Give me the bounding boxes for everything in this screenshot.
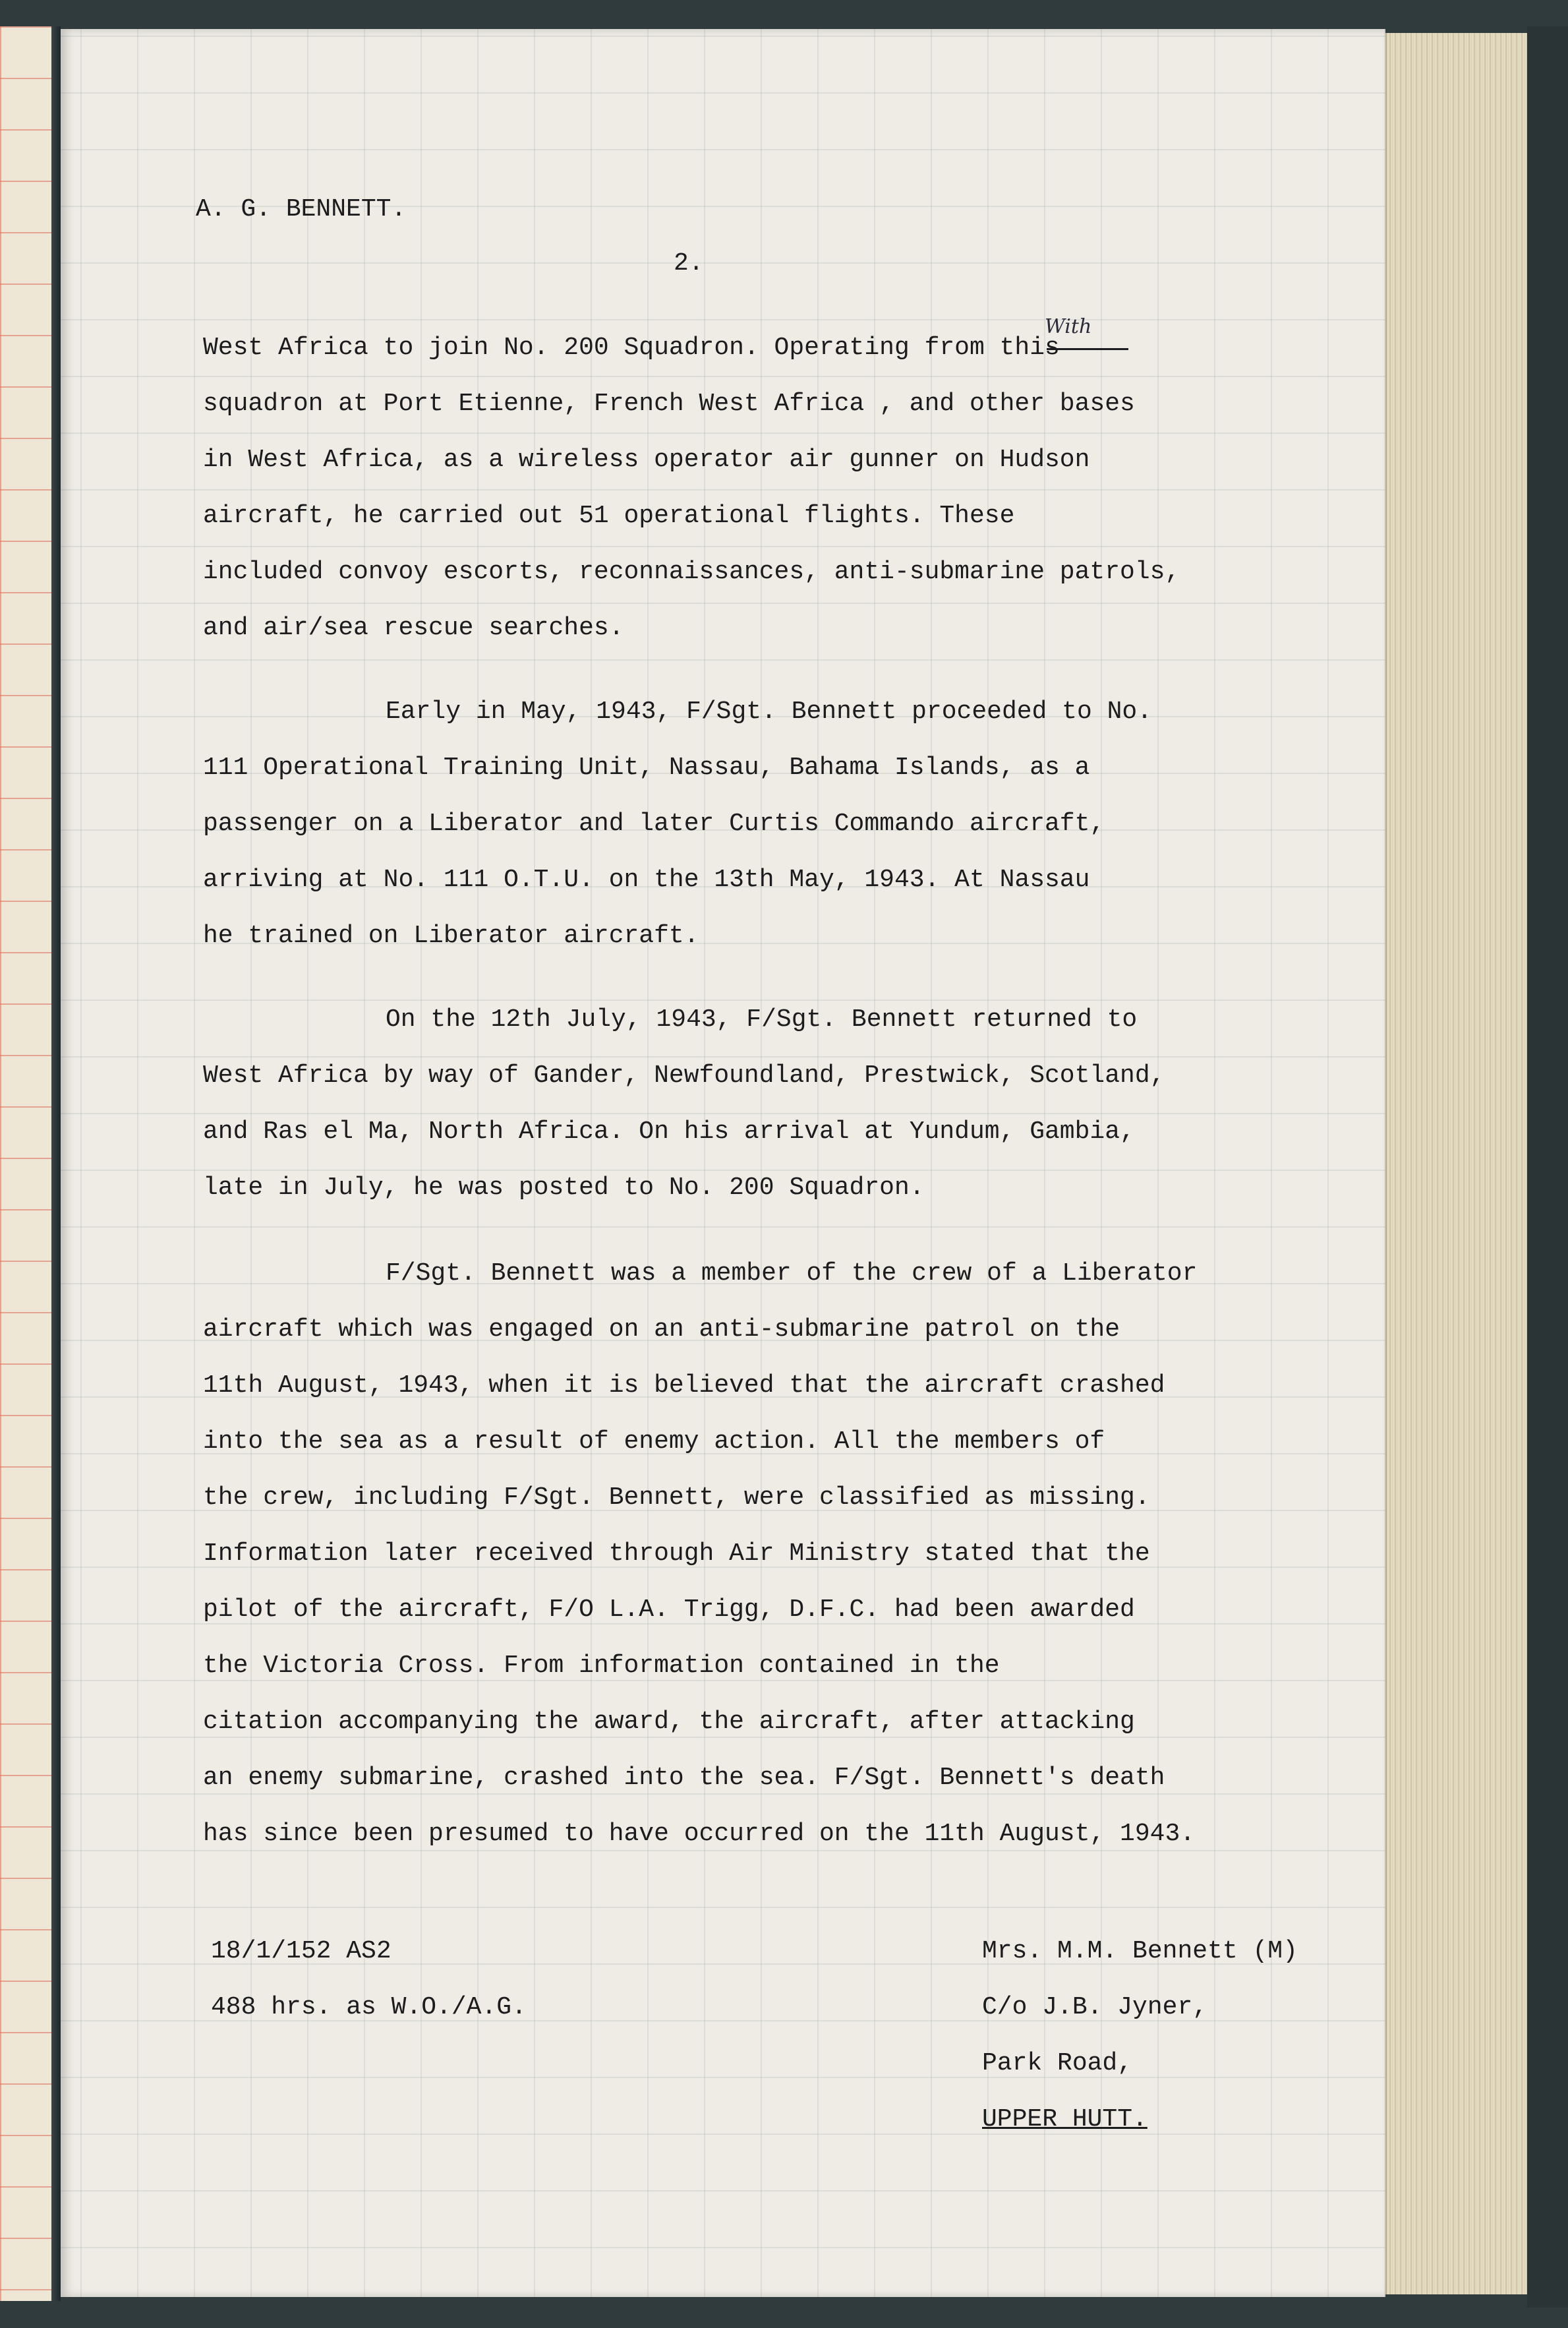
body-line: passenger on a Liberator and later Curtis Commando aircraft, xyxy=(203,810,1105,838)
body-line: and air/sea rescue searches. xyxy=(203,614,624,642)
body-line: aircraft, he carried out 51 operational flights. These xyxy=(203,502,1015,530)
body-line: he trained on Liberator aircraft. xyxy=(203,922,699,950)
body-line: 11th August, 1943, when it is believed that the aircraft crashed xyxy=(203,1371,1165,1400)
address-line: C/o J.B. Jyner, xyxy=(982,1993,1208,2021)
body-line: the crew, including F/Sgt. Bennett, were classified as missing. xyxy=(203,1483,1150,1512)
body-line: late in July, he was posted to No. 200 Squadron. xyxy=(203,1174,925,1202)
body-line: On the 12th July, 1943, F/Sgt. Bennett returned to xyxy=(386,1005,1138,1034)
book-binding xyxy=(51,26,61,2301)
address-line: Park Road, xyxy=(982,2049,1133,2077)
file-reference: 18/1/152 AS2 xyxy=(211,1937,392,1965)
body-line: squadron at Port Etienne, French West Africa , and other bases xyxy=(203,390,1135,418)
left-page-edge xyxy=(0,26,53,2301)
page-number: 2. xyxy=(674,249,704,278)
body-line: into the sea as a result of enemy action. All the members of xyxy=(203,1427,1105,1456)
body-line: citation accompanying the award, the aircraft, after attacking xyxy=(203,1708,1135,1736)
body-line: West Africa by way of Gander, Newfoundland, Prestwick, Scotland, xyxy=(203,1061,1165,1090)
body-line: an enemy submarine, crashed into the sea. F/Sgt. Bennett's death xyxy=(203,1764,1165,1792)
body-line: Early in May, 1943, F/Sgt. Bennett proceeded to No. xyxy=(386,698,1152,726)
address-town: UPPER HUTT. xyxy=(982,2105,1147,2134)
body-line: arriving at No. 111 O.T.U. on the 13th May, 1943. At Nassau xyxy=(203,866,1090,894)
next-of-kin-name: Mrs. M.M. Bennett (M) xyxy=(982,1937,1298,1965)
body-line: F/Sgt. Bennett was a member of the crew of a Liberator xyxy=(386,1259,1198,1288)
body-line: the Victoria Cross. From information contained in the xyxy=(203,1652,1000,1680)
body-line: West Africa to join No. 200 Squadron. Operating from this xyxy=(203,334,1060,362)
book-cover-edge xyxy=(1527,26,1568,2308)
body-line: Information later received through Air Ministry stated that the xyxy=(203,1539,1150,1568)
body-line: has since been presumed to have occurred on the 11th August, 1943. xyxy=(203,1820,1196,1848)
body-line: included convoy escorts, reconnaissances, anti-submarine patrols, xyxy=(203,558,1180,586)
body-line: aircraft which was engaged on an anti-submarine patrol on the xyxy=(203,1315,1120,1344)
body-line: 111 Operational Training Unit, Nassau, Bahama Islands, as a xyxy=(203,754,1090,782)
body-line: and Ras el Ma, North Africa. On his arrival at Yundum, Gambia, xyxy=(203,1118,1135,1146)
page-stack-edges xyxy=(1385,33,1528,2294)
record-name-heading: A. G. BENNETT. xyxy=(196,195,407,224)
body-line: pilot of the aircraft, F/O L.A. Trigg, D.F.C. had been awarded xyxy=(203,1596,1135,1624)
handwritten-correction: With xyxy=(1045,315,1092,338)
flight-hours: 488 hrs. as W.O./A.G. xyxy=(211,1993,527,2021)
body-line: in West Africa, as a wireless operator air gunner on Hudson xyxy=(203,446,1090,474)
